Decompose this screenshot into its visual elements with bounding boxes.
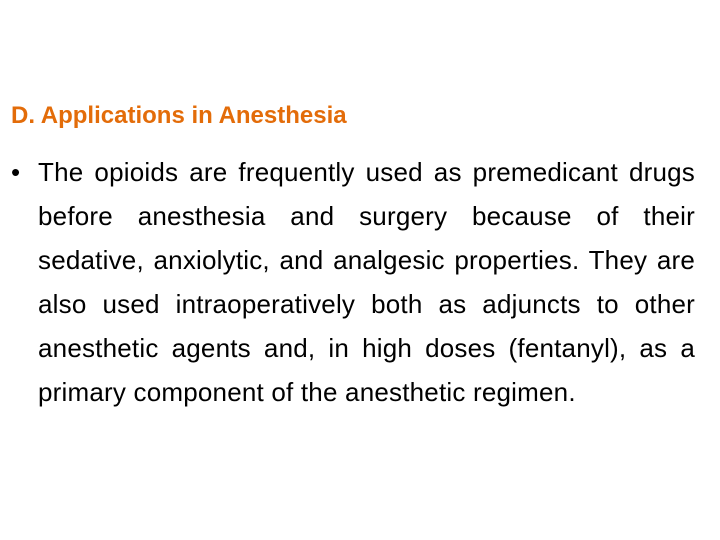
section-heading: D. Applications in Anesthesia [11,102,347,129]
bullet-list [11,150,695,414]
bullet-item [11,150,695,414]
bullet-dot-icon: • [11,157,21,187]
bullet-text: The opioids are frequently used as premedicant drugs before anesthesia and surgery because of their sedative, anxiolytic, and analgesic properties. They are also used intraoperatively both as adjuncts to other anesthetic agents and, in high doses (fentanyl), as a primary component of the anesthetic regimen. [38,157,695,407]
